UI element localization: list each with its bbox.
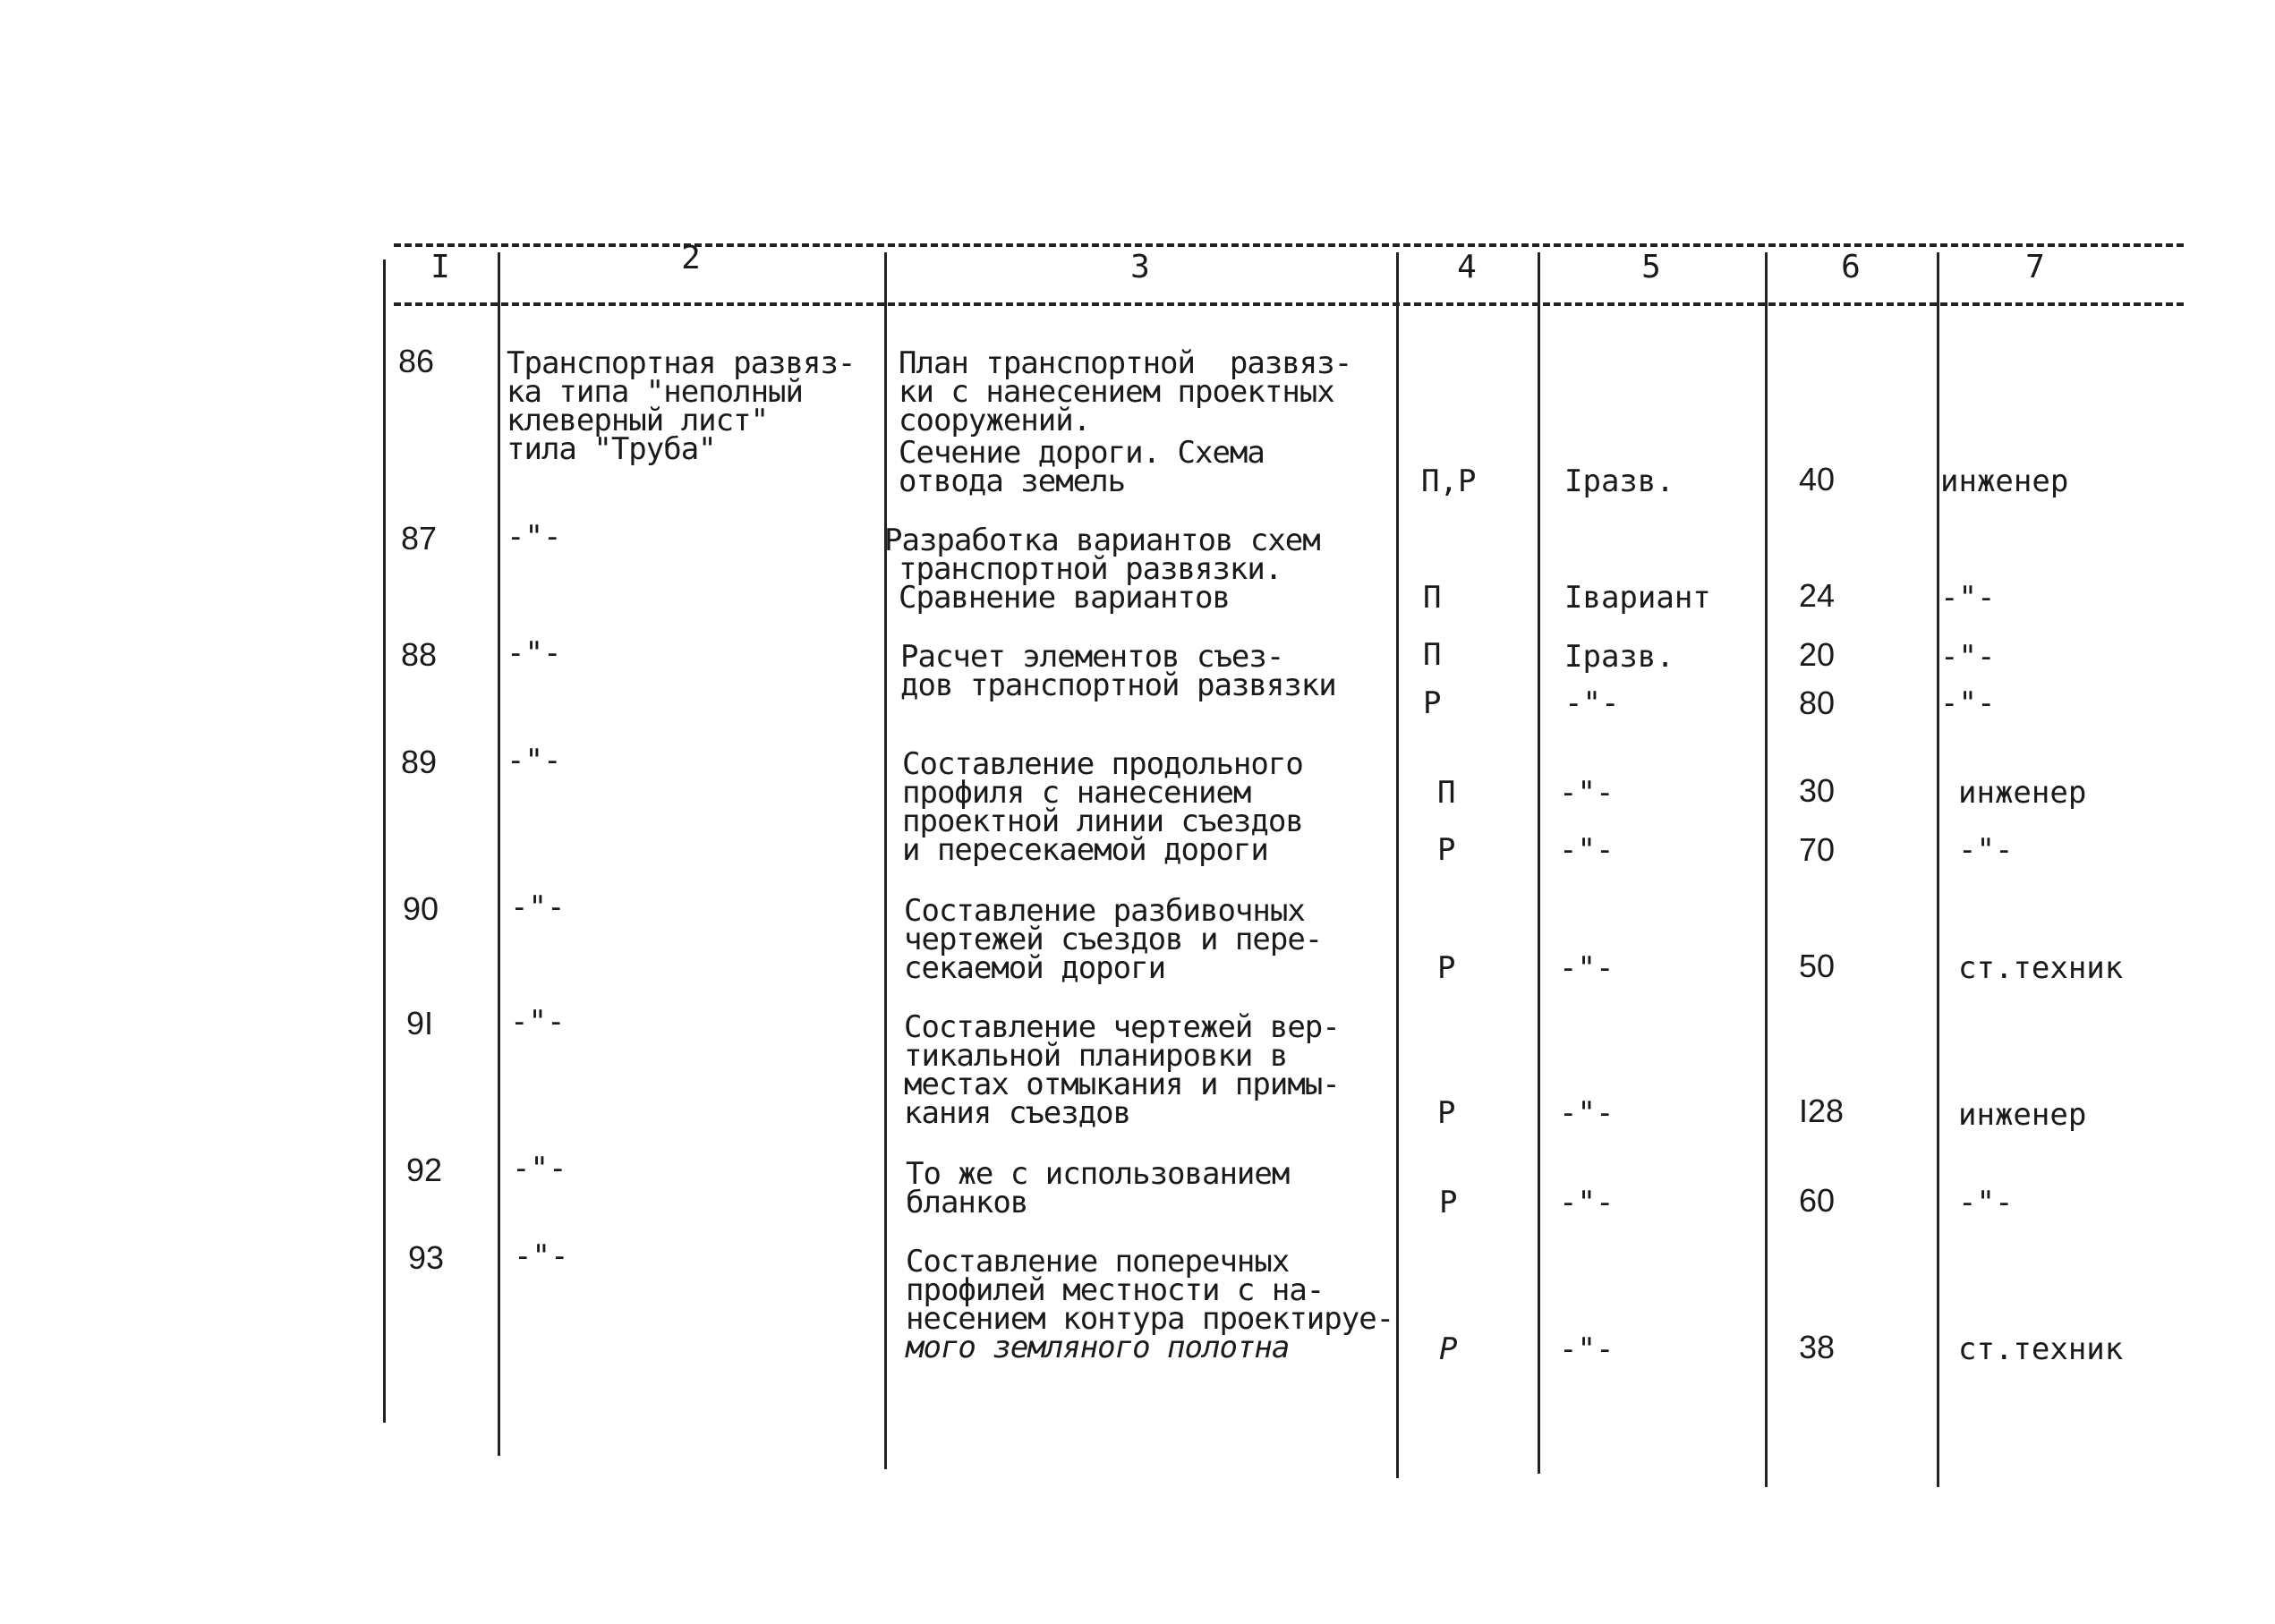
work-line: Составление продольного [902, 746, 1303, 782]
work-line: чертежей съездов и пере- [904, 922, 1323, 957]
column-header-4: 4 [1457, 249, 1477, 285]
row-number: 88 [401, 636, 438, 673]
performer-cell: инженер [1940, 463, 2069, 499]
object-line: -"- [510, 1004, 566, 1040]
norm-cell: 70 [1799, 831, 1836, 868]
object-line: -"- [507, 743, 562, 778]
unit-cell: Iвариант [1564, 580, 1711, 616]
work-line: План транспортной развяз- [899, 345, 1352, 381]
header-bottom-rule [394, 302, 2184, 306]
work-line: профилей местности с на- [906, 1272, 1325, 1308]
row-number: 89 [401, 744, 438, 780]
row-number: 87 [401, 520, 438, 557]
column-rule [884, 252, 887, 1469]
stage-cell: П [1423, 580, 1442, 616]
object-line: Транспортная развяз- [507, 345, 856, 381]
work-line: бланков [906, 1185, 1028, 1220]
work-line: Расчет элементов съез- [900, 639, 1284, 675]
stage-cell: П,Р [1421, 463, 1477, 499]
stage-cell: Р [1437, 1095, 1456, 1131]
column-header-2: 2 [681, 240, 701, 276]
performer-cell: -"- [1940, 580, 1996, 616]
column-rule [1765, 252, 1768, 1487]
work-line: Составление поперечных [906, 1244, 1290, 1280]
column-header-5: 5 [1641, 249, 1661, 285]
object-line: ка типа "неполный [507, 374, 803, 410]
unit-cell: -"- [1559, 1331, 1615, 1367]
performer-cell: ст.техник [1958, 1331, 2124, 1367]
performer-cell: ст.техник [1958, 950, 2124, 986]
norm-cell: 30 [1799, 772, 1836, 809]
work-line: проектной линии съездов [902, 803, 1303, 839]
row-number: 86 [398, 343, 435, 379]
work-line: ки с нанесением проектных [899, 374, 1334, 410]
object-line: -"- [507, 519, 562, 555]
column-rule [1937, 252, 1939, 1487]
row-number: 9I [406, 1005, 434, 1042]
row-number: 90 [403, 890, 439, 927]
work-line: профиля с нанесением [902, 775, 1251, 811]
norm-cell: I28 [1799, 1093, 1845, 1129]
norm-cell: 40 [1799, 461, 1836, 497]
work-line: Сравнение вариантов [899, 580, 1230, 616]
object-line: -"- [507, 635, 562, 671]
column-header-7: 7 [2025, 249, 2045, 285]
unit-cell: Iразв. [1564, 639, 1674, 675]
performer-cell: -"- [1958, 832, 2014, 868]
column-rule [383, 259, 386, 1423]
work-line: отвода земель [899, 463, 1126, 499]
work-line: Составление чертежей вер- [904, 1009, 1340, 1045]
performer-cell: -"- [1940, 639, 1996, 675]
column-rule [498, 252, 500, 1456]
work-line: несением контура проектируе- [906, 1301, 1394, 1337]
performer-cell: инженер [1958, 1097, 2087, 1133]
stage-cell: Р [1439, 1185, 1458, 1220]
norm-cell: 24 [1799, 577, 1836, 614]
column-header-6: 6 [1841, 249, 1861, 285]
stage-cell: Р [1439, 1331, 1458, 1367]
work-line: Разработка вариантов схем [884, 523, 1320, 558]
stage-cell: Р [1423, 685, 1442, 721]
unit-cell: -"- [1564, 685, 1620, 721]
work-line: транспортной развязки. [899, 551, 1282, 587]
performer-cell: -"- [1958, 1185, 2014, 1220]
unit-cell: -"- [1559, 1185, 1615, 1220]
object-line: -"- [514, 1238, 569, 1274]
work-line: мого земляного полотна [906, 1330, 1290, 1365]
stage-cell: Р [1437, 832, 1456, 868]
norm-cell: 20 [1799, 636, 1836, 673]
stage-cell: Р [1437, 950, 1456, 986]
column-rule [1538, 252, 1540, 1474]
column-rule [1396, 252, 1399, 1478]
performer-cell: -"- [1940, 685, 1996, 721]
stage-cell: П [1437, 775, 1456, 811]
performer-cell: инженер [1958, 775, 2087, 811]
work-line: дов транспортной развязки [900, 667, 1336, 703]
work-line: Сечение дороги. Схема [899, 435, 1265, 471]
object-line: клеверный лист" [507, 403, 769, 438]
stage-cell: П [1423, 637, 1442, 673]
work-line: местах отмыкания и примы- [904, 1067, 1340, 1102]
work-line: То же с использованием [906, 1156, 1290, 1192]
unit-cell: -"- [1559, 950, 1615, 986]
norm-cell: 80 [1799, 684, 1836, 721]
work-line: кания съездов [904, 1095, 1131, 1131]
norm-cell: 50 [1799, 948, 1836, 984]
object-line: -"- [512, 1151, 567, 1186]
unit-cell: -"- [1559, 775, 1615, 811]
work-line: тикальной планировки в [904, 1038, 1288, 1074]
unit-cell: Iразв. [1564, 463, 1674, 499]
work-line: Составление разбивочных [904, 893, 1305, 929]
object-line: -"- [510, 889, 566, 925]
unit-cell: -"- [1559, 1095, 1615, 1131]
work-line: и пересекаемой дороги [902, 832, 1268, 868]
norm-cell: 60 [1799, 1182, 1836, 1219]
column-header-3: 3 [1130, 249, 1150, 285]
work-line: сооружений. [899, 403, 1091, 438]
object-line: тила "Труба" [507, 431, 716, 467]
row-number: 92 [406, 1152, 443, 1188]
work-line: секаемой дороги [904, 950, 1166, 986]
row-number: 93 [408, 1239, 445, 1276]
norm-cell: 38 [1799, 1329, 1836, 1365]
column-header-1: I [430, 249, 450, 285]
unit-cell: -"- [1559, 832, 1615, 868]
